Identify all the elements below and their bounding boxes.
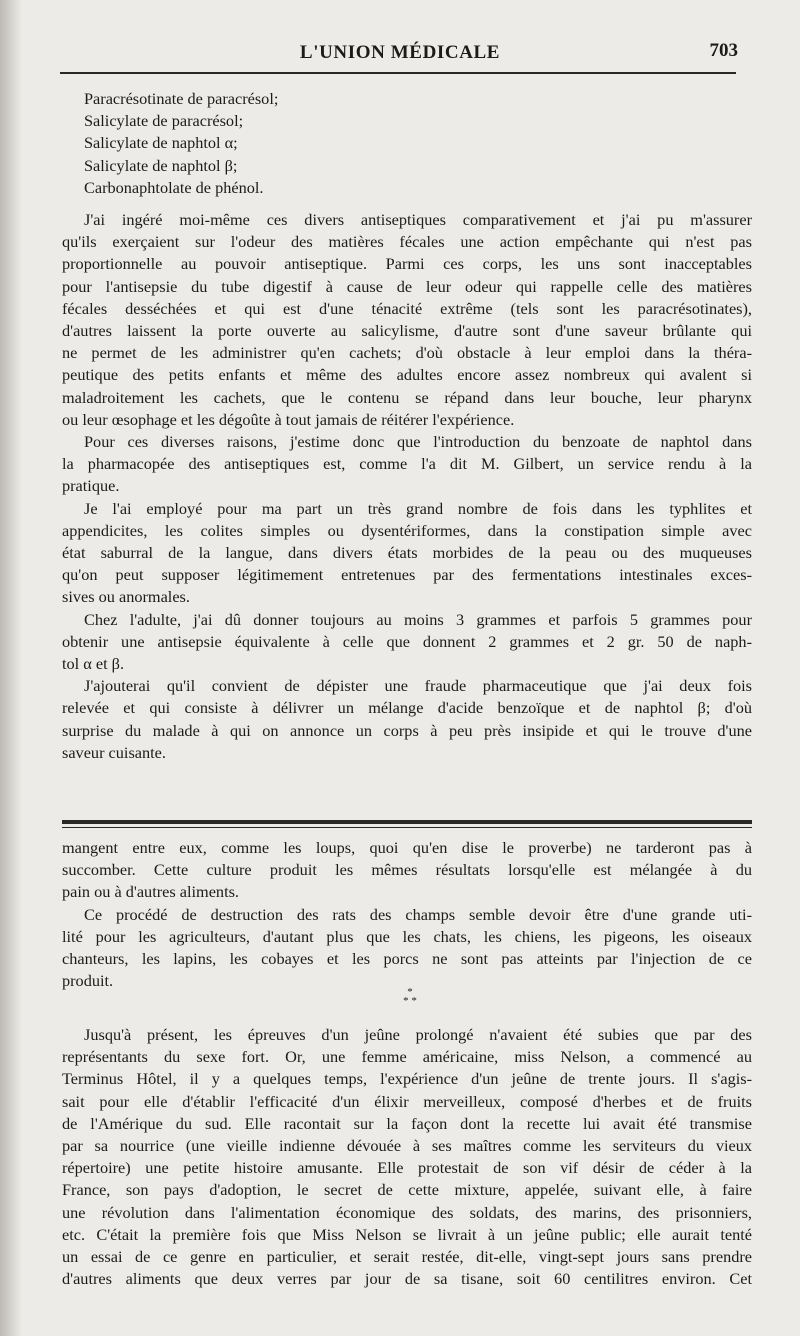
text-line: peutique des petits enfants et même des adultes encore assez nombreux qui avalent si <box>62 365 752 385</box>
list-item: Salicylate de paracrésol; <box>84 111 244 131</box>
text-line: un essai de ce genre en particulier, et serait restée, dit-elle, vingt-sept jours sans prendre <box>62 1247 752 1267</box>
text-line: Je l'ai employé pour ma part un très grand nombre de fois dans les typhlites et <box>84 498 752 518</box>
text-line: obtenir une antisepsie équivalente à celle que donnent 2 grammes et 2 gr. 50 de naph- <box>62 631 752 651</box>
header-rule <box>60 72 736 74</box>
text-line: chanteurs, les lapins, les cobayes et les porcs ne sont pas atteints par l'injection de ce <box>62 949 752 969</box>
text-line: maladroitement les cachets, que le contenu se répand dans leur bouche, leur pharynx <box>62 387 752 407</box>
text-line: proportionnelle au pouvoir antiseptique. Parmi ces corps, les uns sont inacceptables <box>62 254 752 274</box>
page-header <box>60 38 740 70</box>
text-line: appendicites, les colites simples ou dysentériformes, dans la constipation simple avec <box>62 520 752 540</box>
section-antiseptics <box>62 209 752 764</box>
asterism-bottom: * * <box>403 995 417 1007</box>
text-line: etc. C'était la première fois que Miss Nelson se livrait à un jeûne public; elle aurait tenté <box>62 1224 752 1244</box>
text-line: Jusqu'à présent, les épreuves d'un jeûne prolongé n'avaient été subies que par des <box>84 1025 752 1044</box>
text-line: d'autres aliments que deux verres par jour de sa tisane, soit 60 centilitres environ. Cet <box>62 1269 752 1289</box>
text-line: sives ou anormales. <box>62 587 190 607</box>
text-line: succomber. Cette culture produit les mêmes résultats lorsqu'elle est mélangée à du <box>62 860 752 880</box>
running-title: L'UNION MÉDICALE <box>299 42 501 63</box>
text-line: J'ai ingéré moi-même ces divers antiseptiques comparativement et j'ai pu m'assurer <box>84 210 752 229</box>
text-line: Pour ces diverses raisons, j'estime donc que l'introduction du benzoate de naphtol dans <box>84 432 752 452</box>
text-line: état saburral de la langue, dans divers états morbides de la peau ou des muqueuses <box>62 543 752 563</box>
text-line: une révolution dans l'alimentation économique des soldats, des marins, des prisonniers, <box>62 1202 752 1222</box>
page-number: 703 <box>709 40 738 61</box>
page-edge-shadow <box>0 0 22 1336</box>
antiseptic-list <box>62 88 752 199</box>
text-line: relevée et qui consiste à délivrer un mélange d'acide benzoïque et de naphtol β; d'où <box>62 698 752 718</box>
text-line: J'ajouterai qu'il convient de dépister une fraude pharmaceutique que j'ai deux fois <box>84 676 752 696</box>
text-line: tol α et β. <box>62 654 125 674</box>
text-line: Ce procédé de destruction des rats des champs semble devoir être d'une grande uti- <box>84 904 752 924</box>
text-line: produit. <box>62 971 114 991</box>
text-line: saveur cuisante. <box>62 742 166 762</box>
text-line: Terminus Hôtel, il y a quelques temps, l'expérience d'un jeûne de trente jours. Il s'agis- <box>62 1069 752 1089</box>
list-item: Carbonaphtolate de phénol. <box>84 177 264 197</box>
text-line: France, son pays d'adoption, le secret de cette mixture, appelée, suivant elle, à faire <box>62 1180 752 1200</box>
text-line: pain ou à d'autres aliments. <box>62 882 240 902</box>
text-line: pour l'antisepsie du tube digestif à cause de leur odeur qui rappelle celle des matières <box>62 276 752 296</box>
text-line: ne permet de les administrer qu'en cachets; d'où obstacle à leur emploi dans la théra- <box>62 343 752 363</box>
text-line: pratique. <box>62 476 120 496</box>
text-line: par sa nourrice (une vieille indienne dévouée à ses maîtres comme les serviteurs du vieux <box>62 1136 752 1156</box>
section-separator-thin <box>62 827 752 828</box>
text-line: lité pour les agriculteurs, d'autant plus que les chats, les chiens, les pigeons, les oiseaux <box>62 926 752 946</box>
asterism <box>396 988 424 1006</box>
list-item: Paracrésotinate de paracrésol; <box>84 89 279 108</box>
asterism-top: * <box>407 986 413 998</box>
text-line: sait pour elle d'établir l'efficacité d'un élixir merveilleux, composé d'herbes et de fruits <box>62 1091 752 1111</box>
text-line: fécales desséchées et qui est d'une ténacité extrême (tels sont les paracrésotinates), <box>62 298 752 318</box>
text-line: surprise du malade à qui on annonce un corps à peu près insipide et qui le trouve d'une <box>62 720 752 740</box>
list-item: Salicylate de naphtol α; <box>84 133 238 153</box>
text-line: répertoire) une petite histoire amusante. Elle protestait de son vif désir de céder à la <box>62 1158 752 1178</box>
text-line: la pharmacopée des antiseptiques est, comme l'a dit M. Gilbert, un service rendu à la <box>62 454 752 474</box>
section-rats <box>62 837 752 992</box>
list-item: Salicylate de naphtol β; <box>84 155 238 175</box>
text-line: représentants du sexe fort. Or, une femme américaine, miss Nelson, a commencé au <box>62 1047 752 1067</box>
text-line: de l'Amérique du sud. Elle racontait sur la façon dont la recette lui avait été transmise <box>62 1113 752 1133</box>
text-line: d'autres laissent la porte ouverte au salicylisme, d'autre sont d'une saveur brûlante qui <box>62 321 752 341</box>
text-line: qu'on peut supposer légitimement entretenues par des fermentations intestinales exces- <box>62 565 752 585</box>
section-separator-thick <box>62 820 752 824</box>
text-line: Chez l'adulte, j'ai dû donner toujours au moins 3 grammes et parfois 5 grammes pour <box>84 609 752 629</box>
text-line: qu'ils exerçaient sur l'odeur des matières fécales une action empêchante qui n'est pas <box>62 232 752 252</box>
text-line: mangent entre eux, comme les loups, quoi qu'en dise le proverbe) ne tarderont pas à <box>62 838 752 857</box>
section-fasting <box>62 1024 752 1290</box>
text-line: ou leur œsophage et les dégoûte à tout jamais de réitérer l'expérience. <box>62 409 515 429</box>
